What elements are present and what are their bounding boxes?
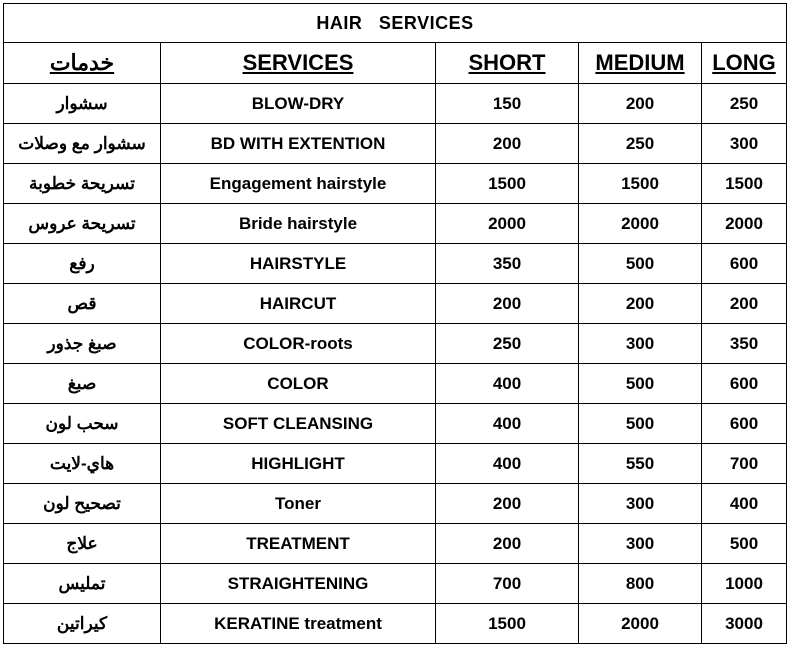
service-arabic-cell: تمليس (4, 564, 161, 604)
hair-services-table (3, 3, 787, 644)
price-medium-cell: 550 (579, 444, 702, 484)
price-short-cell: 400 (436, 444, 579, 484)
header-arabic-services: خدمات (4, 43, 161, 84)
service-arabic-cell: صبغ (4, 364, 161, 404)
service-name-cell: HAIRCUT (161, 284, 436, 324)
price-long-cell: 500 (702, 524, 787, 564)
table-row (4, 364, 787, 404)
price-medium-cell: 2000 (579, 604, 702, 644)
service-arabic-cell: سشوار مع وصلات (4, 124, 161, 164)
service-arabic-cell: هاي-لايت (4, 444, 161, 484)
header-long: LONG (702, 43, 787, 84)
price-long-cell: 1000 (702, 564, 787, 604)
service-name-cell: TREATMENT (161, 524, 436, 564)
price-medium-cell: 500 (579, 364, 702, 404)
table-row (4, 324, 787, 364)
service-arabic-cell: علاج (4, 524, 161, 564)
service-name-cell: BLOW-DRY (161, 84, 436, 124)
service-arabic-cell: تسريحة خطوبة (4, 164, 161, 204)
price-long-cell: 2000 (702, 204, 787, 244)
table-row (4, 204, 787, 244)
service-arabic-cell: سحب لون (4, 404, 161, 444)
price-medium-cell: 300 (579, 524, 702, 564)
service-arabic-cell: كيراتين (4, 604, 161, 644)
table-row (4, 84, 787, 124)
price-long-cell: 400 (702, 484, 787, 524)
price-medium-cell: 1500 (579, 164, 702, 204)
price-long-cell: 300 (702, 124, 787, 164)
price-short-cell: 250 (436, 324, 579, 364)
price-medium-cell: 2000 (579, 204, 702, 244)
table-row (4, 444, 787, 484)
price-short-cell: 400 (436, 404, 579, 444)
table-row (4, 524, 787, 564)
service-name-cell: KERATINE treatment (161, 604, 436, 644)
header-short: SHORT (436, 43, 579, 84)
table-row (4, 244, 787, 284)
price-long-cell: 600 (702, 244, 787, 284)
price-medium-cell: 300 (579, 324, 702, 364)
price-short-cell: 200 (436, 524, 579, 564)
service-name-cell: STRAIGHTENING (161, 564, 436, 604)
service-name-cell: COLOR (161, 364, 436, 404)
price-long-cell: 600 (702, 404, 787, 444)
price-list-sheet (3, 3, 786, 644)
service-name-cell: COLOR-roots (161, 324, 436, 364)
table-row (4, 284, 787, 324)
price-long-cell: 700 (702, 444, 787, 484)
price-short-cell: 2000 (436, 204, 579, 244)
price-medium-cell: 200 (579, 284, 702, 324)
price-short-cell: 400 (436, 364, 579, 404)
service-name-cell: BD WITH EXTENTION (161, 124, 436, 164)
price-medium-cell: 800 (579, 564, 702, 604)
table-row (4, 124, 787, 164)
header-medium: MEDIUM (579, 43, 702, 84)
service-arabic-cell: صبغ جذور (4, 324, 161, 364)
table-row (4, 164, 787, 204)
table-row (4, 404, 787, 444)
price-medium-cell: 200 (579, 84, 702, 124)
table-row (4, 484, 787, 524)
service-arabic-cell: رفع (4, 244, 161, 284)
header-services: SERVICES (161, 43, 436, 84)
service-name-cell: Bride hairstyle (161, 204, 436, 244)
price-short-cell: 150 (436, 84, 579, 124)
price-short-cell: 200 (436, 124, 579, 164)
service-name-cell: Engagement hairstyle (161, 164, 436, 204)
table-body (4, 84, 787, 644)
price-short-cell: 700 (436, 564, 579, 604)
service-name-cell: HAIRSTYLE (161, 244, 436, 284)
price-short-cell: 200 (436, 284, 579, 324)
price-medium-cell: 300 (579, 484, 702, 524)
service-name-cell: SOFT CLEANSING (161, 404, 436, 444)
price-short-cell: 1500 (436, 164, 579, 204)
service-arabic-cell: تصحيح لون (4, 484, 161, 524)
price-medium-cell: 500 (579, 244, 702, 284)
header-row (4, 43, 787, 84)
price-short-cell: 350 (436, 244, 579, 284)
table-row (4, 604, 787, 644)
price-short-cell: 200 (436, 484, 579, 524)
price-long-cell: 200 (702, 284, 787, 324)
price-medium-cell: 250 (579, 124, 702, 164)
title-row (4, 4, 787, 43)
service-name-cell: HIGHLIGHT (161, 444, 436, 484)
table-row (4, 564, 787, 604)
service-arabic-cell: تسريحة عروس (4, 204, 161, 244)
price-long-cell: 350 (702, 324, 787, 364)
table-title: HAIR SERVICES (4, 4, 787, 43)
price-long-cell: 1500 (702, 164, 787, 204)
price-long-cell: 3000 (702, 604, 787, 644)
price-long-cell: 600 (702, 364, 787, 404)
service-arabic-cell: سشوار (4, 84, 161, 124)
price-short-cell: 1500 (436, 604, 579, 644)
price-long-cell: 250 (702, 84, 787, 124)
service-arabic-cell: قص (4, 284, 161, 324)
price-medium-cell: 500 (579, 404, 702, 444)
service-name-cell: Toner (161, 484, 436, 524)
